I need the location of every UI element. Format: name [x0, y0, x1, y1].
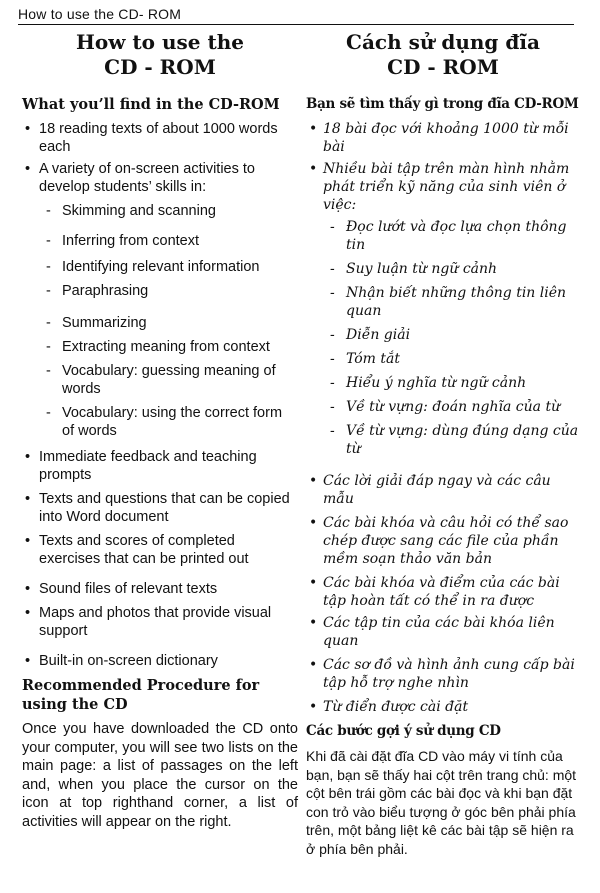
sub-list-item: [306, 284, 580, 320]
dash-marker: -: [330, 399, 335, 415]
sub-list-item: [306, 260, 580, 278]
list-item-text: Sound files of relevant texts: [39, 581, 218, 597]
list-item-text: A variety of on-screen activities to develop students’ skills in:: [39, 161, 255, 195]
dash-marker: -: [46, 283, 51, 299]
english-procedure-paragraph: Once you have downloaded the CD onto your computer, you will see two lists on the main page: a list of passages on the left and, when you place the cursor on the icon at top righthand corner, a list of activities will appear on the right.: [22, 721, 298, 830]
list-item-text: Vocabulary: guessing meaning of words: [62, 363, 276, 397]
list-item-text: Nhận biết những thông tin liên quan: [346, 285, 567, 319]
list-item: [22, 532, 298, 568]
list-item-text: Nhiều bài tập trên màn hình nhằm phát triển kỹ năng của sinh viên ở việc:: [323, 161, 570, 213]
bullet-marker: •: [25, 449, 31, 465]
list-item: [22, 490, 298, 526]
vietnamese-feature-list: [306, 120, 580, 716]
list-item: [22, 160, 298, 196]
list-item: [306, 160, 580, 214]
list-item: [306, 614, 580, 650]
dash-marker: -: [46, 233, 51, 249]
english-title-line2: CD - ROM: [104, 55, 216, 79]
bullet-marker: •: [309, 515, 318, 531]
list-item-text: 18 bài đọc với khoảng 1000 từ mỗi bài: [323, 121, 569, 155]
running-head: How to use the CD- ROM: [18, 6, 574, 25]
list-item-text: Diễn giải: [346, 327, 411, 343]
vietnamese-title-line1: Cách sử dụng đĩa: [346, 30, 540, 54]
sub-list-item: [306, 218, 580, 254]
english-title: [22, 30, 298, 80]
english-feature-list: [22, 120, 298, 670]
vietnamese-procedure-paragraph: Khi đã cài đặt đĩa CD vào máy vi tính của bạn, bạn sẽ thấy hai cột trên trang chủ: một cột bên trái gồm các bài đọc và khi bạn đặt con trỏ vào biểu tượng ở góc bên phải phía trên, một bảng liệt kê các bài tập sẽ hiện ra ở phía bên phải.: [306, 748, 577, 857]
bullet-marker: •: [25, 605, 31, 621]
list-item-text: Đọc lướt và đọc lựa chọn thông tin: [346, 219, 567, 253]
list-item: [22, 652, 298, 670]
list-item-text: Các sơ đồ và hình ảnh cung cấp bài tập hỗ trợ nghe nhìn: [323, 657, 575, 691]
dash-marker: -: [330, 261, 335, 277]
list-item: [306, 120, 580, 156]
bullet-marker: •: [25, 161, 31, 177]
dash-marker: -: [46, 339, 51, 355]
list-item-text: Các bài khóa và câu hỏi có thể sao chép được sang các file của phần mềm soạn thảo văn bản: [323, 515, 569, 567]
bullet-marker: •: [25, 581, 31, 597]
sub-list-item: [22, 314, 298, 332]
dash-marker: -: [46, 259, 51, 275]
list-item-text: Hiểu ý nghĩa từ ngữ cảnh: [346, 375, 527, 391]
list-item-text: Texts and scores of completed exercises that can be printed out: [39, 533, 249, 567]
bullet-marker: •: [309, 657, 318, 673]
sub-list-item: [22, 404, 298, 440]
list-item: [306, 472, 580, 508]
sub-list-item: [306, 398, 580, 416]
list-item-text: Immediate feedback and teaching prompts: [39, 449, 257, 483]
dash-marker: -: [330, 285, 335, 301]
bullet-marker: •: [25, 121, 31, 137]
bullet-marker: •: [309, 121, 318, 137]
dash-marker: -: [330, 423, 335, 439]
sub-list-item: [306, 350, 580, 368]
list-item-text: Vocabulary: using the correct form of words: [62, 405, 283, 439]
english-title-line1: How to use the: [76, 30, 244, 54]
bullet-marker: •: [309, 615, 318, 631]
list-item-text: Các tập tin của các bài khóa liên quan: [323, 615, 555, 649]
bullet-marker: •: [25, 491, 31, 507]
list-item: [22, 448, 298, 484]
list-item: [306, 574, 580, 610]
dash-marker: -: [330, 219, 335, 235]
list-item-text: Summarizing: [62, 315, 147, 331]
list-item-text: Inferring from context: [62, 233, 199, 249]
list-item-text: Về từ vựng: đoán nghĩa của từ: [346, 399, 561, 415]
sub-list-item: [306, 326, 580, 344]
bullet-marker: •: [309, 473, 318, 489]
list-item-text: Maps and photos that provide visual support: [39, 605, 272, 639]
list-item: [306, 656, 580, 692]
list-item-text: Skimming and scanning: [62, 203, 216, 219]
sub-list-item: [22, 282, 298, 300]
sub-list-item: [22, 338, 298, 356]
english-section-heading-procedure: Recommended Procedure for using the CD: [22, 677, 260, 713]
vietnamese-title-line2: CD - ROM: [387, 55, 499, 79]
bullet-marker: •: [25, 533, 31, 549]
bullet-marker: •: [309, 699, 318, 715]
list-item-text: Tóm tắt: [346, 351, 401, 367]
sub-list-item: [22, 258, 298, 276]
bullet-marker: •: [309, 161, 318, 177]
dash-marker: -: [330, 351, 335, 367]
list-item-text: Extracting meaning from context: [62, 339, 270, 355]
sub-list-item: [22, 232, 298, 250]
list-item: [22, 120, 298, 156]
list-item-text: Các bài khóa và điểm của các bài tập hoàn tất có thể in ra được: [323, 575, 560, 609]
vietnamese-section-heading-procedure: Các bước gợi ý sử dụng CD: [306, 723, 501, 739]
list-item-text: 18 reading texts of about 1000 words each: [39, 121, 278, 155]
list-item: [22, 604, 298, 640]
list-item-text: Texts and questions that can be copied into Word document: [39, 491, 290, 525]
english-section-heading-contents: What you’ll find in the CD-ROM: [22, 96, 280, 113]
list-item: [306, 514, 580, 568]
list-item-text: Về từ vựng: dùng đúng dạng của từ: [346, 423, 579, 457]
sub-list-item: [22, 202, 298, 220]
list-item: [22, 580, 298, 598]
bullet-marker: •: [25, 653, 31, 669]
list-item-text: Paraphrasing: [62, 283, 149, 299]
dash-marker: -: [46, 363, 51, 379]
list-item: [306, 698, 580, 716]
dash-marker: -: [330, 327, 335, 343]
dash-marker: -: [330, 375, 335, 391]
sub-list-item: [22, 362, 298, 398]
english-column: [22, 30, 298, 831]
sub-list-item: [306, 374, 580, 392]
dash-marker: -: [46, 405, 51, 421]
vietnamese-column: [306, 30, 580, 858]
list-item-text: Suy luận từ ngữ cảnh: [346, 261, 498, 277]
list-item-text: Từ điển được cài đặt: [323, 699, 469, 715]
sub-list-item: [306, 422, 580, 458]
vietnamese-section-heading-contents: Bạn sẽ tìm thấy gì trong đĩa CD-ROM: [306, 96, 579, 112]
bullet-marker: •: [309, 575, 318, 591]
dash-marker: -: [46, 315, 51, 331]
list-item-text: Identifying relevant information: [62, 259, 260, 275]
dash-marker: -: [46, 203, 51, 219]
list-item-text: Các lời giải đáp ngay và các câu mẫu: [323, 473, 551, 507]
list-item-text: Built-in on-screen dictionary: [39, 653, 218, 669]
vietnamese-title: [306, 30, 580, 80]
